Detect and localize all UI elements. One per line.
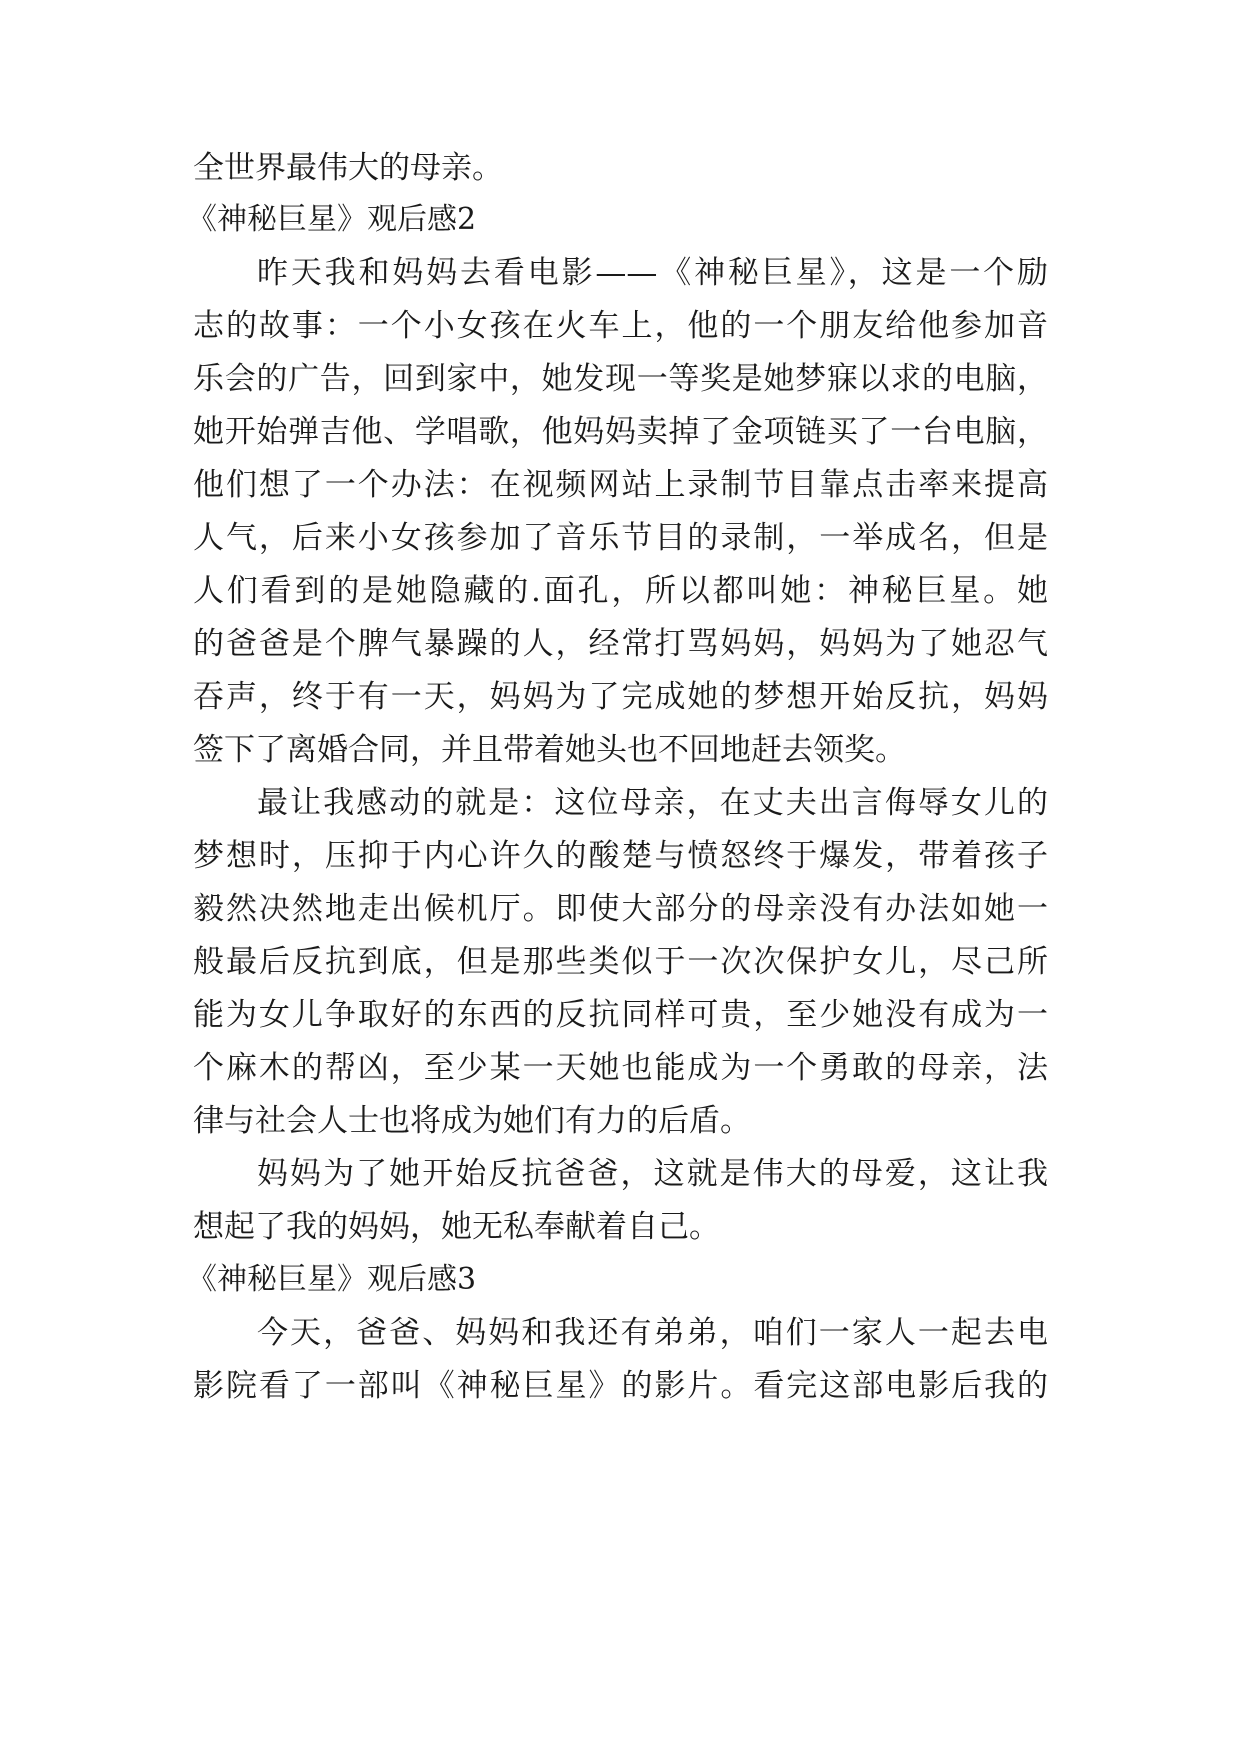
- text-line: 个麻木的帮凶，至少某一天她也能成为一个勇敢的母亲，法: [193, 1050, 1048, 1086]
- text-line: 最让我感动的就是：这位母亲，在丈夫出言侮辱女儿的: [257, 785, 1048, 821]
- section-heading: 《神秘巨星》观后感3: [187, 1262, 477, 1297]
- text-line: 想起了我的妈妈，她无私奉献着自己。: [193, 1209, 720, 1245]
- text-line: 全世界最伟大的母亲。: [193, 150, 503, 186]
- text-line: 毅然决然地走出候机厅。即使大部分的母亲没有办法如她一: [193, 891, 1048, 927]
- text-line: 志的故事：一个小女孩在火车上，他的一个朋友给他参加音: [193, 308, 1048, 344]
- text-line: 影院看了一部叫《神秘巨星》的影片。看完这部电影后我的: [193, 1368, 1048, 1404]
- text-line: 今天，爸爸、妈妈和我还有弟弟，咱们一家人一起去电: [257, 1315, 1048, 1351]
- text-line: 人气，后来小女孩参加了音乐节目的录制，一举成名，但是: [193, 520, 1048, 556]
- text-line: 他们想了一个办法：在视频网站上录制节目靠点击率来提高: [193, 467, 1048, 503]
- text-line: 梦想时，压抑于内心许久的酸楚与愤怒终于爆发，带着孩子: [193, 838, 1048, 874]
- text-line: 乐会的广告，回到家中，她发现一等奖是她梦寐以求的电脑，: [193, 361, 1048, 397]
- section-heading: 《神秘巨星》观后感2: [187, 202, 477, 237]
- text-line: 人们看到的是她隐藏的.面孔，所以都叫她：神秘巨星。她: [193, 573, 1048, 609]
- text-line: 的爸爸是个脾气暴躁的人，经常打骂妈妈，妈妈为了她忍气: [193, 626, 1048, 662]
- text-line: 她开始弹吉他、学唱歌，他妈妈卖掉了金项链买了一台电脑，: [193, 414, 1048, 450]
- text-line: 律与社会人士也将成为她们有力的后盾。: [193, 1103, 751, 1139]
- text-line: 昨天我和妈妈去看电影——《神秘巨星》，这是一个励: [257, 255, 1048, 291]
- text-line: 能为女儿争取好的东西的反抗同样可贵，至少她没有成为一: [193, 997, 1048, 1033]
- text-line: 般最后反抗到底，但是那些类似于一次次保护女儿，尽己所: [193, 944, 1048, 980]
- text-line: 吞声，终于有一天，妈妈为了完成她的梦想开始反抗，妈妈: [193, 679, 1048, 715]
- text-line: 签下了离婚合同，并且带着她头也不回地赶去领奖。: [193, 732, 906, 768]
- text-line: 妈妈为了她开始反抗爸爸，这就是伟大的母爱，这让我: [257, 1156, 1048, 1192]
